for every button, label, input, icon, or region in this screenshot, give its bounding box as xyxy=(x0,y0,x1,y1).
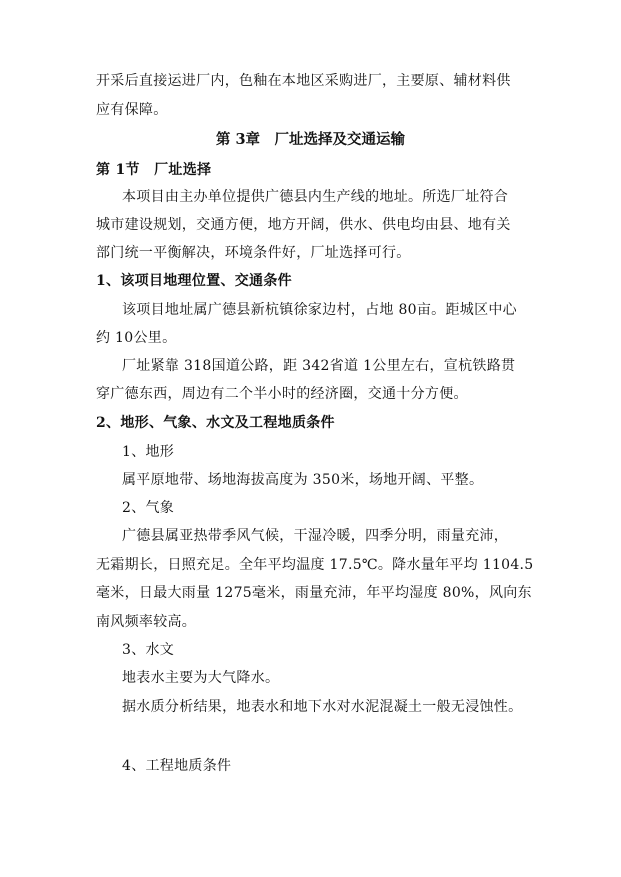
paragraph-line: 地表水主要为大气降水。 xyxy=(122,670,280,686)
paragraph-line: 应有保障。 xyxy=(96,102,168,118)
paragraph-line: 约 10公里。 xyxy=(96,330,177,346)
paragraph-line: 属平原地带、场地海拔高度为 350米，场地开阔、平整。 xyxy=(122,472,484,488)
section-title: 第 1节 厂址选择 xyxy=(96,162,212,178)
heading-location: 1、该项目地理位置、交通条件 xyxy=(96,273,292,289)
paragraph-line: 据水质分析结果，地表水和地下水对水泥混凝土一般无浸蚀性。 xyxy=(122,699,523,715)
paragraph-line: 广德县属亚热带季风气候，干湿冷暖，四季分明，雨量充沛， xyxy=(122,528,509,544)
subheading-geology: 4、工程地质条件 xyxy=(122,758,232,774)
subheading-climate: 2、气象 xyxy=(122,500,175,516)
paragraph-line: 厂址紧靠 318国道公路，距 342省道 1公里左右，宣杭铁路贯 xyxy=(122,358,516,374)
paragraph-line: 城市建设规划，交通方便，地方开阔，供水、供电均由县、地有关 xyxy=(96,217,511,233)
heading-conditions: 2、地形、气象、水文及工程地质条件 xyxy=(96,415,335,431)
paragraph-line: 南风频率较高。 xyxy=(96,614,197,630)
paragraph-line: 该项目地址属广德县新杭镇徐家边村，占地 80亩。距城区中心 xyxy=(122,302,517,318)
paragraph-line: 毫米，日最大雨量 1275毫米，雨量充沛，年平均湿度 80%，风向东 xyxy=(96,585,532,601)
subheading-terrain: 1、地形 xyxy=(122,444,175,460)
chapter-title: 第 3章 厂址选择及交通运输 xyxy=(215,131,406,148)
subheading-hydrology: 3、水文 xyxy=(122,642,175,658)
paragraph-line: 本项目由主办单位提供广德县内生产线的地址。所选厂址符合 xyxy=(122,189,509,205)
paragraph-line: 开采后直接运进厂内，色釉在本地区采购进厂，主要原、辅材料供 xyxy=(96,73,511,89)
paragraph-line: 穿广德东西，周边有二个半小时的经济圈，交通十分方便。 xyxy=(96,386,468,402)
paragraph-line: 部门统一平衡解决，环境条件好，厂址选择可行。 xyxy=(96,245,411,261)
paragraph-line: 无霜期长，日照充足。全年平均温度 17.5℃。降水量年平均 1104.5 xyxy=(96,557,534,573)
